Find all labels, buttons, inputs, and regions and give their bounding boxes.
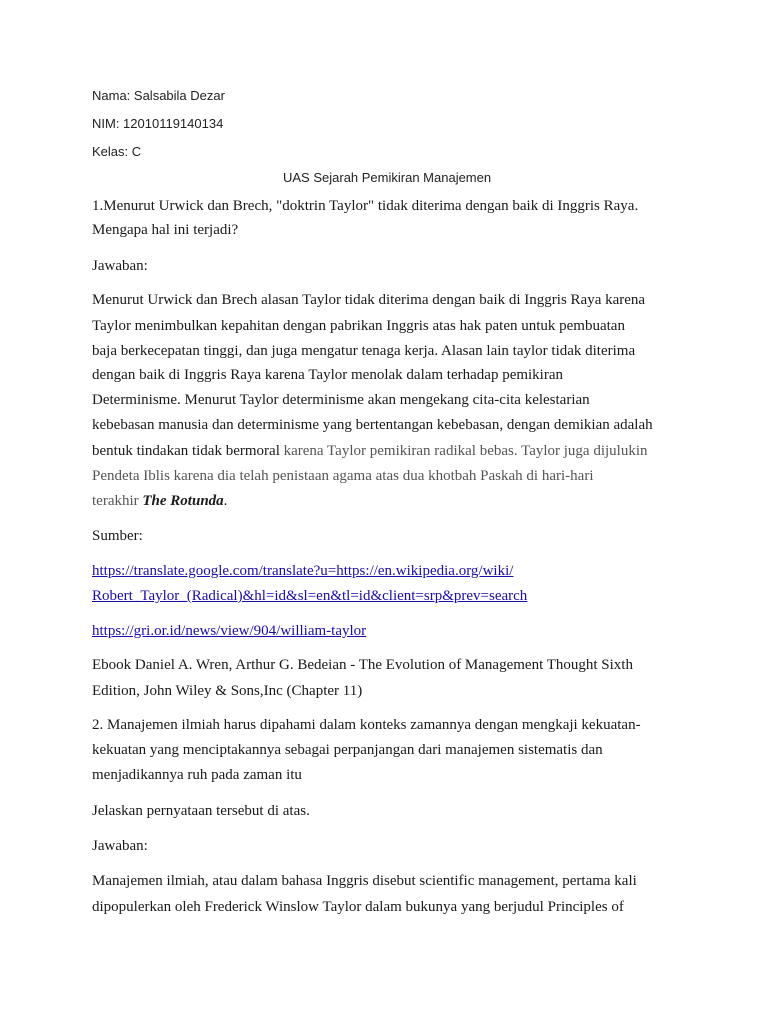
answer-2-line-2: dipopulerkan oleh Frederick Winslow Taylor dalam bukunya yang berjudul Principles of (92, 899, 624, 915)
answer-2-label: Jawaban: (92, 838, 148, 854)
question-2-instruction: Jelaskan pernyataan tersebut di atas. (92, 803, 310, 819)
answer-1-line-9 (92, 492, 227, 510)
answer-2-line-1: Manajemen ilmiah, atau dalam bahasa Inggris disebut scientific management, pertama kali (92, 873, 637, 889)
question-2-line-1: 2. Manajemen ilmiah harus dipahami dalam konteks zamannya dengan mengkaji kekuatan- (92, 717, 641, 733)
question-2-line-2: kekuatan yang menciptakannya sebagai perpanjangan dari manajemen sistematis dan (92, 742, 603, 758)
answer-1-line-4: dengan baik di Inggris Raya karena Taylor menolak dalam terhadap pemikiran (92, 367, 564, 383)
question-1-line-1: 1.Menurut Urwick dan Brech, "doktrin Taylor" tidak diterima dengan baik di Inggris Raya. (92, 198, 639, 214)
source-link-2-wrapper (92, 622, 366, 640)
ebook-line-1: Ebook Daniel A. Wren, Arthur G. Bedeian - The Evolution of Management Thought Sixth (92, 657, 633, 673)
answer-1-line-6: kebebasan manusia dan determinisme yang bertentangan kebebasan, dengan demikian adalah (92, 417, 653, 433)
answer-1-line-9-end: . (223, 493, 228, 509)
answer-1-line-8: Pendeta Iblis karena dia telah penistaan agama atas dua khotbah Paskah di hari-hari (92, 468, 594, 484)
the-rotunda-emphasis: The Rotunda (142, 493, 224, 509)
ebook-line-2: Edition, John Wiley & Sons,Inc (Chapter 11) (92, 683, 363, 699)
answer-1-line-9-part-1: terakhir (92, 493, 143, 509)
answer-1-label: Jawaban: (92, 258, 148, 274)
source-link-1-line-1-wrapper (92, 562, 513, 580)
answer-1-line-7-part-2: karena Taylor pemikiran radikal bebas. Taylor juga dijulukin (279, 443, 648, 459)
answer-1-line-3: baja berkecepatan tinggi, dan juga mengatur tenaga kerja. Alasan lain taylor tidak diterima (92, 343, 636, 359)
student-nim: NIM: 12010119140134 (92, 116, 224, 131)
answer-1-line-7 (92, 442, 648, 460)
question-2-line-3: menjadikannya ruh pada zaman itu (92, 767, 302, 783)
source-link-1-line-2-wrapper (92, 587, 527, 605)
answer-1-line-7-part-1: bentuk tindakan tidak bermoral (92, 443, 280, 459)
source-link-1-part-1[interactable]: https://translate.google.com/translate?u=https://en.wikipedia.org/wiki/ (92, 563, 514, 579)
document-title: UAS Sejarah Pemikiran Manajemen (283, 170, 492, 185)
source-link-2[interactable]: https://gri.or.id/news/view/904/william-taylor (92, 623, 367, 639)
source-label: Sumber: (92, 528, 143, 544)
student-name: Nama: Salsabila Dezar (92, 88, 225, 103)
answer-1-line-1: Menurut Urwick dan Brech alasan Taylor tidak diterima dengan baik di Inggris Raya karena (92, 292, 646, 308)
answer-1-line-5: Determinisme. Menurut Taylor determinisme akan mengekang cita-cita kelestarian (92, 392, 590, 408)
source-link-1-part-2[interactable]: Robert_Taylor_(Radical)&hl=id&sl=en&tl=id&client=srp&prev=search (92, 588, 528, 604)
student-class: Kelas: C (92, 144, 142, 159)
question-1-line-2: Mengapa hal ini terjadi? (92, 222, 239, 238)
answer-1-line-2: Taylor menimbulkan kepahitan dengan pabrikan Inggris atas hak paten untuk pembuatan (92, 318, 625, 334)
